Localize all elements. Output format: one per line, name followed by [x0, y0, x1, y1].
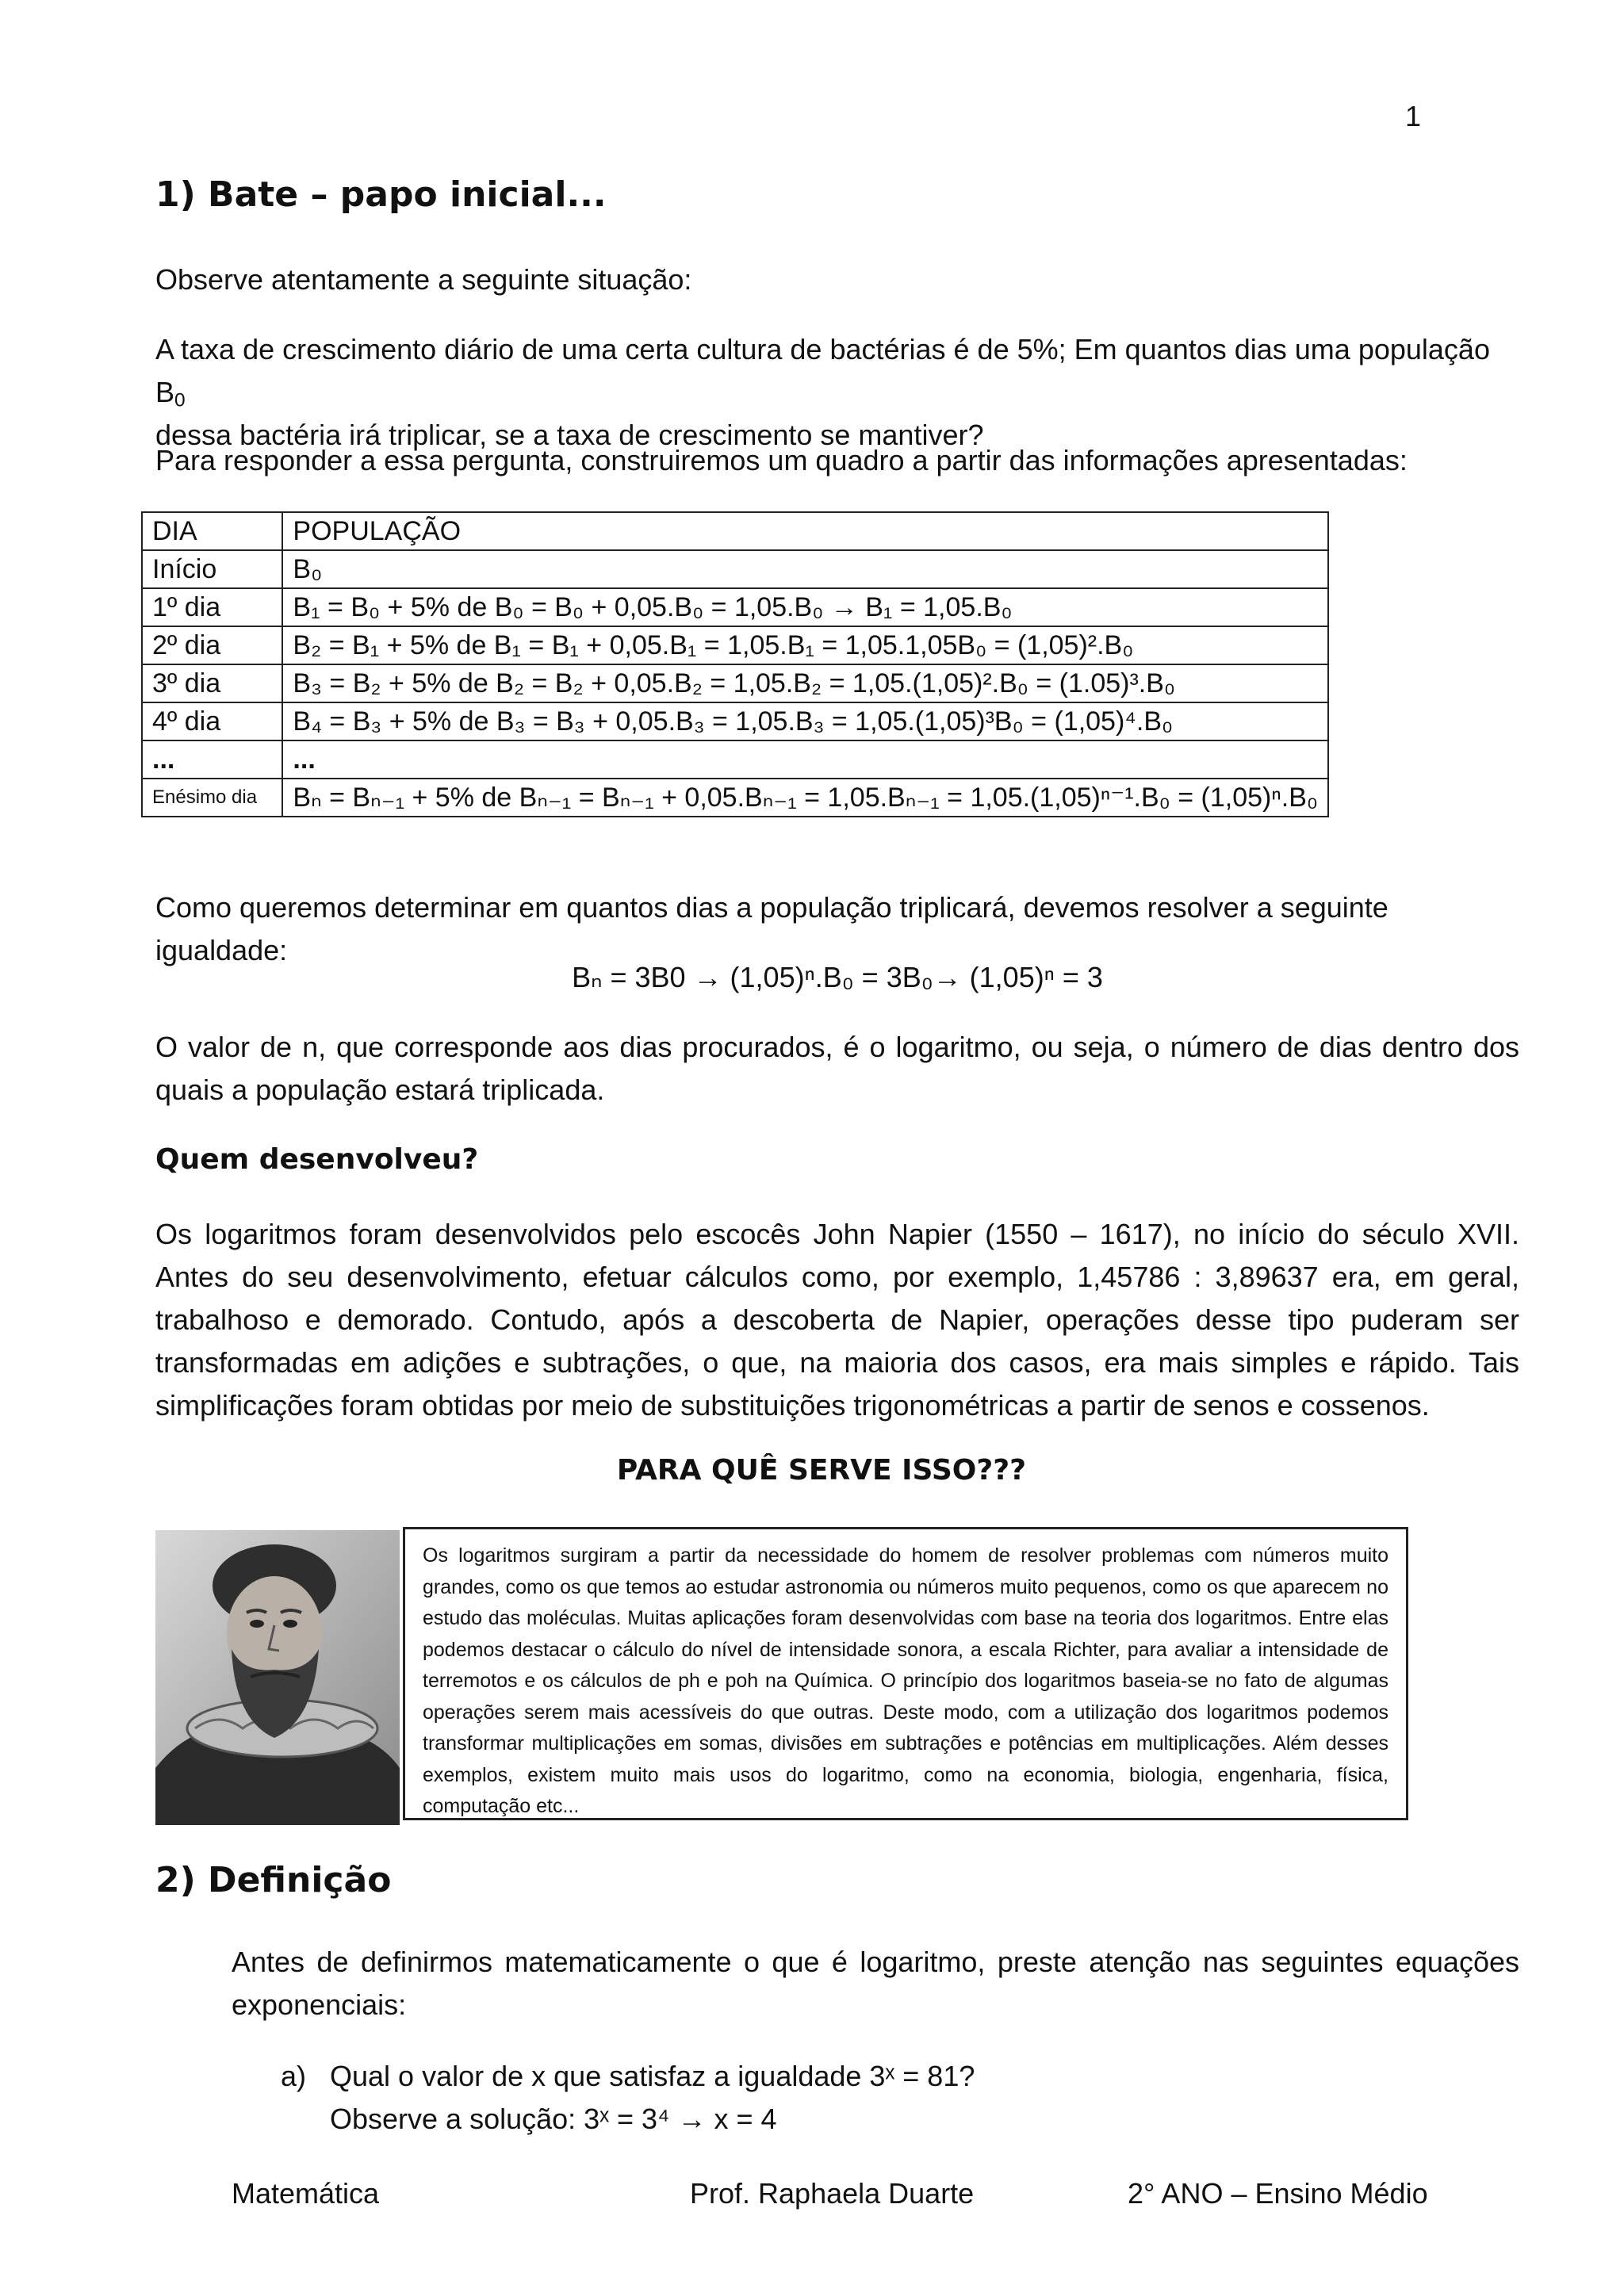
problem-paragraph — [155, 328, 1519, 457]
row-dia: 2º dia — [142, 626, 282, 664]
table-row — [142, 740, 1328, 779]
row-formula: B₂ = B₁ + 5% de B₁ = B₁ + 0,05.B₁ = 1,05.B₁ = 1,05.1,05B₀ = (1,05)².B₀ — [282, 626, 1328, 664]
item-a-question: Qual o valor de x que satisfaz a igualdade 3ˣ = 81? — [330, 2060, 975, 2092]
history-heading: Quem desenvolveu? — [155, 1143, 479, 1176]
intro-paragraph: Observe atentamente a seguinte situação: — [155, 263, 692, 296]
table-row — [142, 702, 1328, 740]
history-paragraph: Os logaritmos foram desenvolvidos pelo escocês John Napier (1550 – 1617), no início do século XVII. Antes do seu desenvolvimento, efetuar cálculos como, por exemplo, 1,45786 : 3,89637 era, em geral, trabalhoso e demorado. Contudo, após a descoberta de Napier, operações desse tipo puderam ser transformadas em adições e subtrações, o que, na maioria dos casos, era mais simples e rápido. Tais simplificações foram obtidas por meio de substituições trigonométricas a partir de senos e cossenos. — [155, 1218, 1519, 1422]
table-intro: Para responder a essa pergunta, construiremos um quadro a partir das informações apresentadas: — [155, 444, 1408, 476]
row-formula: ... — [282, 740, 1328, 779]
row-dia: 1º dia — [142, 588, 282, 626]
equation: Bₙ = 3B0 → (1,05)ⁿ.B₀ = 3B₀→ (1,05)ⁿ = 3 — [572, 961, 1103, 993]
population-table — [141, 511, 1329, 817]
table-row — [142, 588, 1328, 626]
row-formula: B₁ = B₀ + 5% de B₀ = B₀ + 0,05.B₀ = 1,05.B₀ → B₁ = 1,05.B₀ — [282, 588, 1328, 626]
triple-question: Como queremos determinar em quantos dias a população triplicará, devemos resolver a seguinte igualdade: — [155, 891, 1388, 966]
section-heading-1: 1) Bate – papo inicial... — [155, 174, 607, 215]
row-dia: 4º dia — [142, 702, 282, 740]
purpose-box: Os logaritmos surgiram a partir da necessidade do homem de resolver problemas com números muito grandes, como os que temos ao estudar astronomia ou números muito pequenos, como os que aparecem no estudo das moléculas. Muitas aplicações foram desenvolvidas com base na teoria dos logaritmos. Entre elas podemos destacar o cálculo do nível de intensidade sonora, a escala Richter, para avaliar a intensidade de terremotos e os cálculos de ph e poh na Química. O princípio dos logaritmos baseia-se no fato de algumas operações serem mais acessíveis do que outras. Deste modo, com a utilização dos logaritmos podemos transformar multiplicações em somas, divisões em subtrações e potências em multiplicações. Além desses exemplos, existem muito mais usos do logaritmo, como na economia, biologia, engenharia, física, computação etc... — [403, 1527, 1408, 1820]
conclusion-paragraph: O valor de n, que corresponde aos dias procurados, é o logaritmo, ou seja, o número de dias dentro dos quais a população estará triplicada. — [155, 1031, 1519, 1106]
row-formula: Bₙ = Bₙ₋₁ + 5% de Bₙ₋₁ = Bₙ₋₁ + 0,05.Bₙ₋₁ = 1,05.Bₙ₋₁ = 1,05.(1,05)ⁿ⁻¹.B₀ = (1,05)ⁿ.B₀ — [282, 779, 1328, 817]
row-dia: Enésimo dia — [142, 779, 282, 817]
problem-subscript: 0 — [174, 389, 186, 411]
definition-intro: Antes de definirmos matematicamente o que é logaritmo, preste atenção nas seguintes equações exponenciais: — [232, 1946, 1519, 2021]
table-row — [142, 779, 1328, 817]
footer-grade: 2° ANO – Ensino Médio — [1128, 2177, 1428, 2210]
row-formula: B₀ — [282, 550, 1328, 588]
table-row — [142, 626, 1328, 664]
section-heading-2: 2) Definição — [155, 1860, 392, 1900]
row-dia: Início — [142, 550, 282, 588]
problem-text-b: dessa bactéria irá triplicar, se a taxa de crescimento se mantiver? — [155, 419, 984, 451]
problem-text-a: A taxa de crescimento diário de uma certa cultura de bactérias é de 5%; Em quantos dias uma população B — [155, 333, 1490, 408]
header-populacao: POPULAÇÃO — [282, 512, 1328, 550]
table-row — [142, 664, 1328, 702]
table-row — [142, 550, 1328, 588]
footer-subject: Matemática — [232, 2177, 380, 2210]
page-number: 1 — [1405, 100, 1422, 132]
john-napier-portrait — [155, 1530, 400, 1825]
item-a-solution: Observe a solução: 3ˣ = 3⁴ → x = 4 — [330, 2103, 777, 2135]
item-a-label: a) — [281, 2060, 307, 2092]
row-formula: B₄ = B₃ + 5% de B₃ = B₃ + 0,05.B₃ = 1,05.B₃ = 1,05.(1,05)³B₀ = (1,05)⁴.B₀ — [282, 702, 1328, 740]
row-dia: ... — [142, 740, 282, 779]
row-formula: B₃ = B₂ + 5% de B₂ = B₂ + 0,05.B₂ = 1,05.B₂ = 1,05.(1,05)².B₀ = (1.05)³.B₀ — [282, 664, 1328, 702]
purpose-heading: PARA QUÊ SERVE ISSO??? — [616, 1454, 1027, 1487]
table-header-row — [142, 512, 1328, 550]
footer-teacher: Prof. Raphaela Duarte — [690, 2177, 975, 2210]
row-dia: 3º dia — [142, 664, 282, 702]
header-dia: DIA — [142, 512, 282, 550]
